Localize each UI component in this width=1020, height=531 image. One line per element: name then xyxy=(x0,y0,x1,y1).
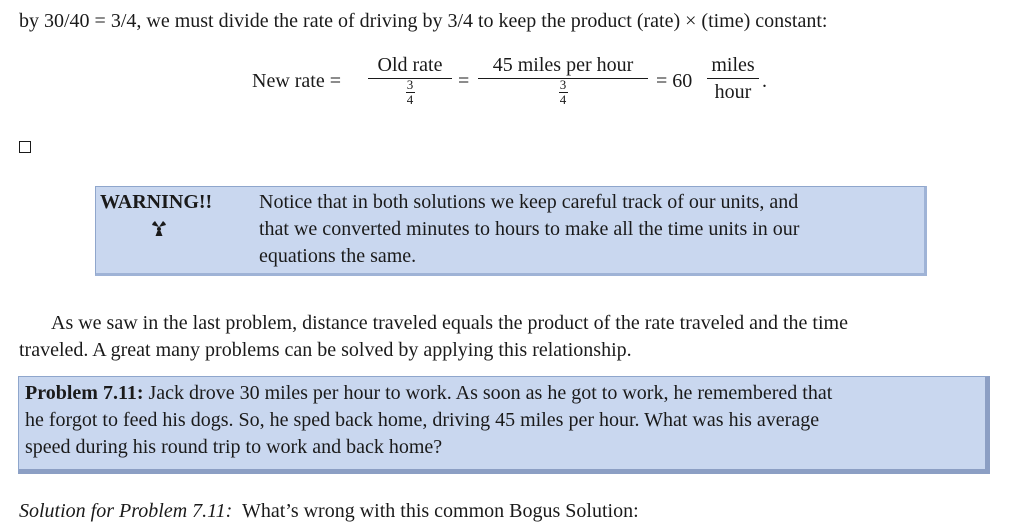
problem-box xyxy=(18,376,990,474)
fraction-old-rate xyxy=(368,52,452,111)
equation-period: . xyxy=(762,70,767,92)
fraction-denominator xyxy=(368,79,452,111)
fraction-denominator xyxy=(478,79,648,111)
solution-line xyxy=(19,498,639,525)
warning-line: that we converted minutes to hours to make all the time units in our xyxy=(259,218,800,240)
small-denominator: 4 xyxy=(559,92,567,107)
fraction-denominator: hour xyxy=(714,81,752,103)
three-quarters xyxy=(406,79,415,106)
rate-equation xyxy=(252,52,792,132)
radiation-hazard-icon xyxy=(148,219,170,237)
warning-box xyxy=(95,186,927,276)
problem-line xyxy=(25,380,832,407)
warning-text xyxy=(259,189,799,270)
warning-line: Notice that in both solutions we keep careful track of our units, and xyxy=(259,191,799,213)
solution-label: Solution for Problem 7.11: xyxy=(19,500,233,522)
small-numerator: 3 xyxy=(406,77,414,92)
paragraph-line: traveled. A great many problems can be solved by applying this relationship. xyxy=(19,339,632,361)
intro-text: by 30/40 = 3/4, we must divide the rate of driving by 3/4 to keep the product (rate) × (time) constant: xyxy=(19,10,828,32)
paragraph-line: As we saw in the last problem, distance traveled equals the product of the rate traveled and the time xyxy=(51,312,848,334)
small-numerator: 3 xyxy=(559,77,567,92)
three-quarters xyxy=(559,79,568,106)
equals-sign: = xyxy=(458,70,470,92)
fraction-numerator: Old rate xyxy=(377,54,443,76)
fraction-numerator: miles xyxy=(711,54,755,76)
fraction-miles-hour xyxy=(707,52,759,105)
equation-lhs: New rate = xyxy=(252,70,342,92)
warning-label: WARNING!! xyxy=(100,191,213,213)
equals-sixty: = 60 xyxy=(656,70,693,92)
problem-line: speed during his round trip to work and back home? xyxy=(25,436,443,458)
solution-text: What’s wrong with this common Bogus Solution: xyxy=(232,500,639,522)
fraction-45-mph xyxy=(478,52,648,111)
fraction-numerator: 45 miles per hour xyxy=(492,54,634,76)
problem-line-text: Jack drove 30 miles per hour to work. As soon as he got to work, he remembered that xyxy=(143,382,833,404)
problem-text xyxy=(25,380,832,461)
small-denominator: 4 xyxy=(406,92,414,107)
warning-line: equations the same. xyxy=(259,245,417,267)
qed-box xyxy=(19,141,31,153)
problem-line: he forgot to feed his dogs. So, he sped back home, driving 45 miles per hour. What was his average xyxy=(25,409,820,431)
problem-label: Problem 7.11: xyxy=(25,382,144,404)
